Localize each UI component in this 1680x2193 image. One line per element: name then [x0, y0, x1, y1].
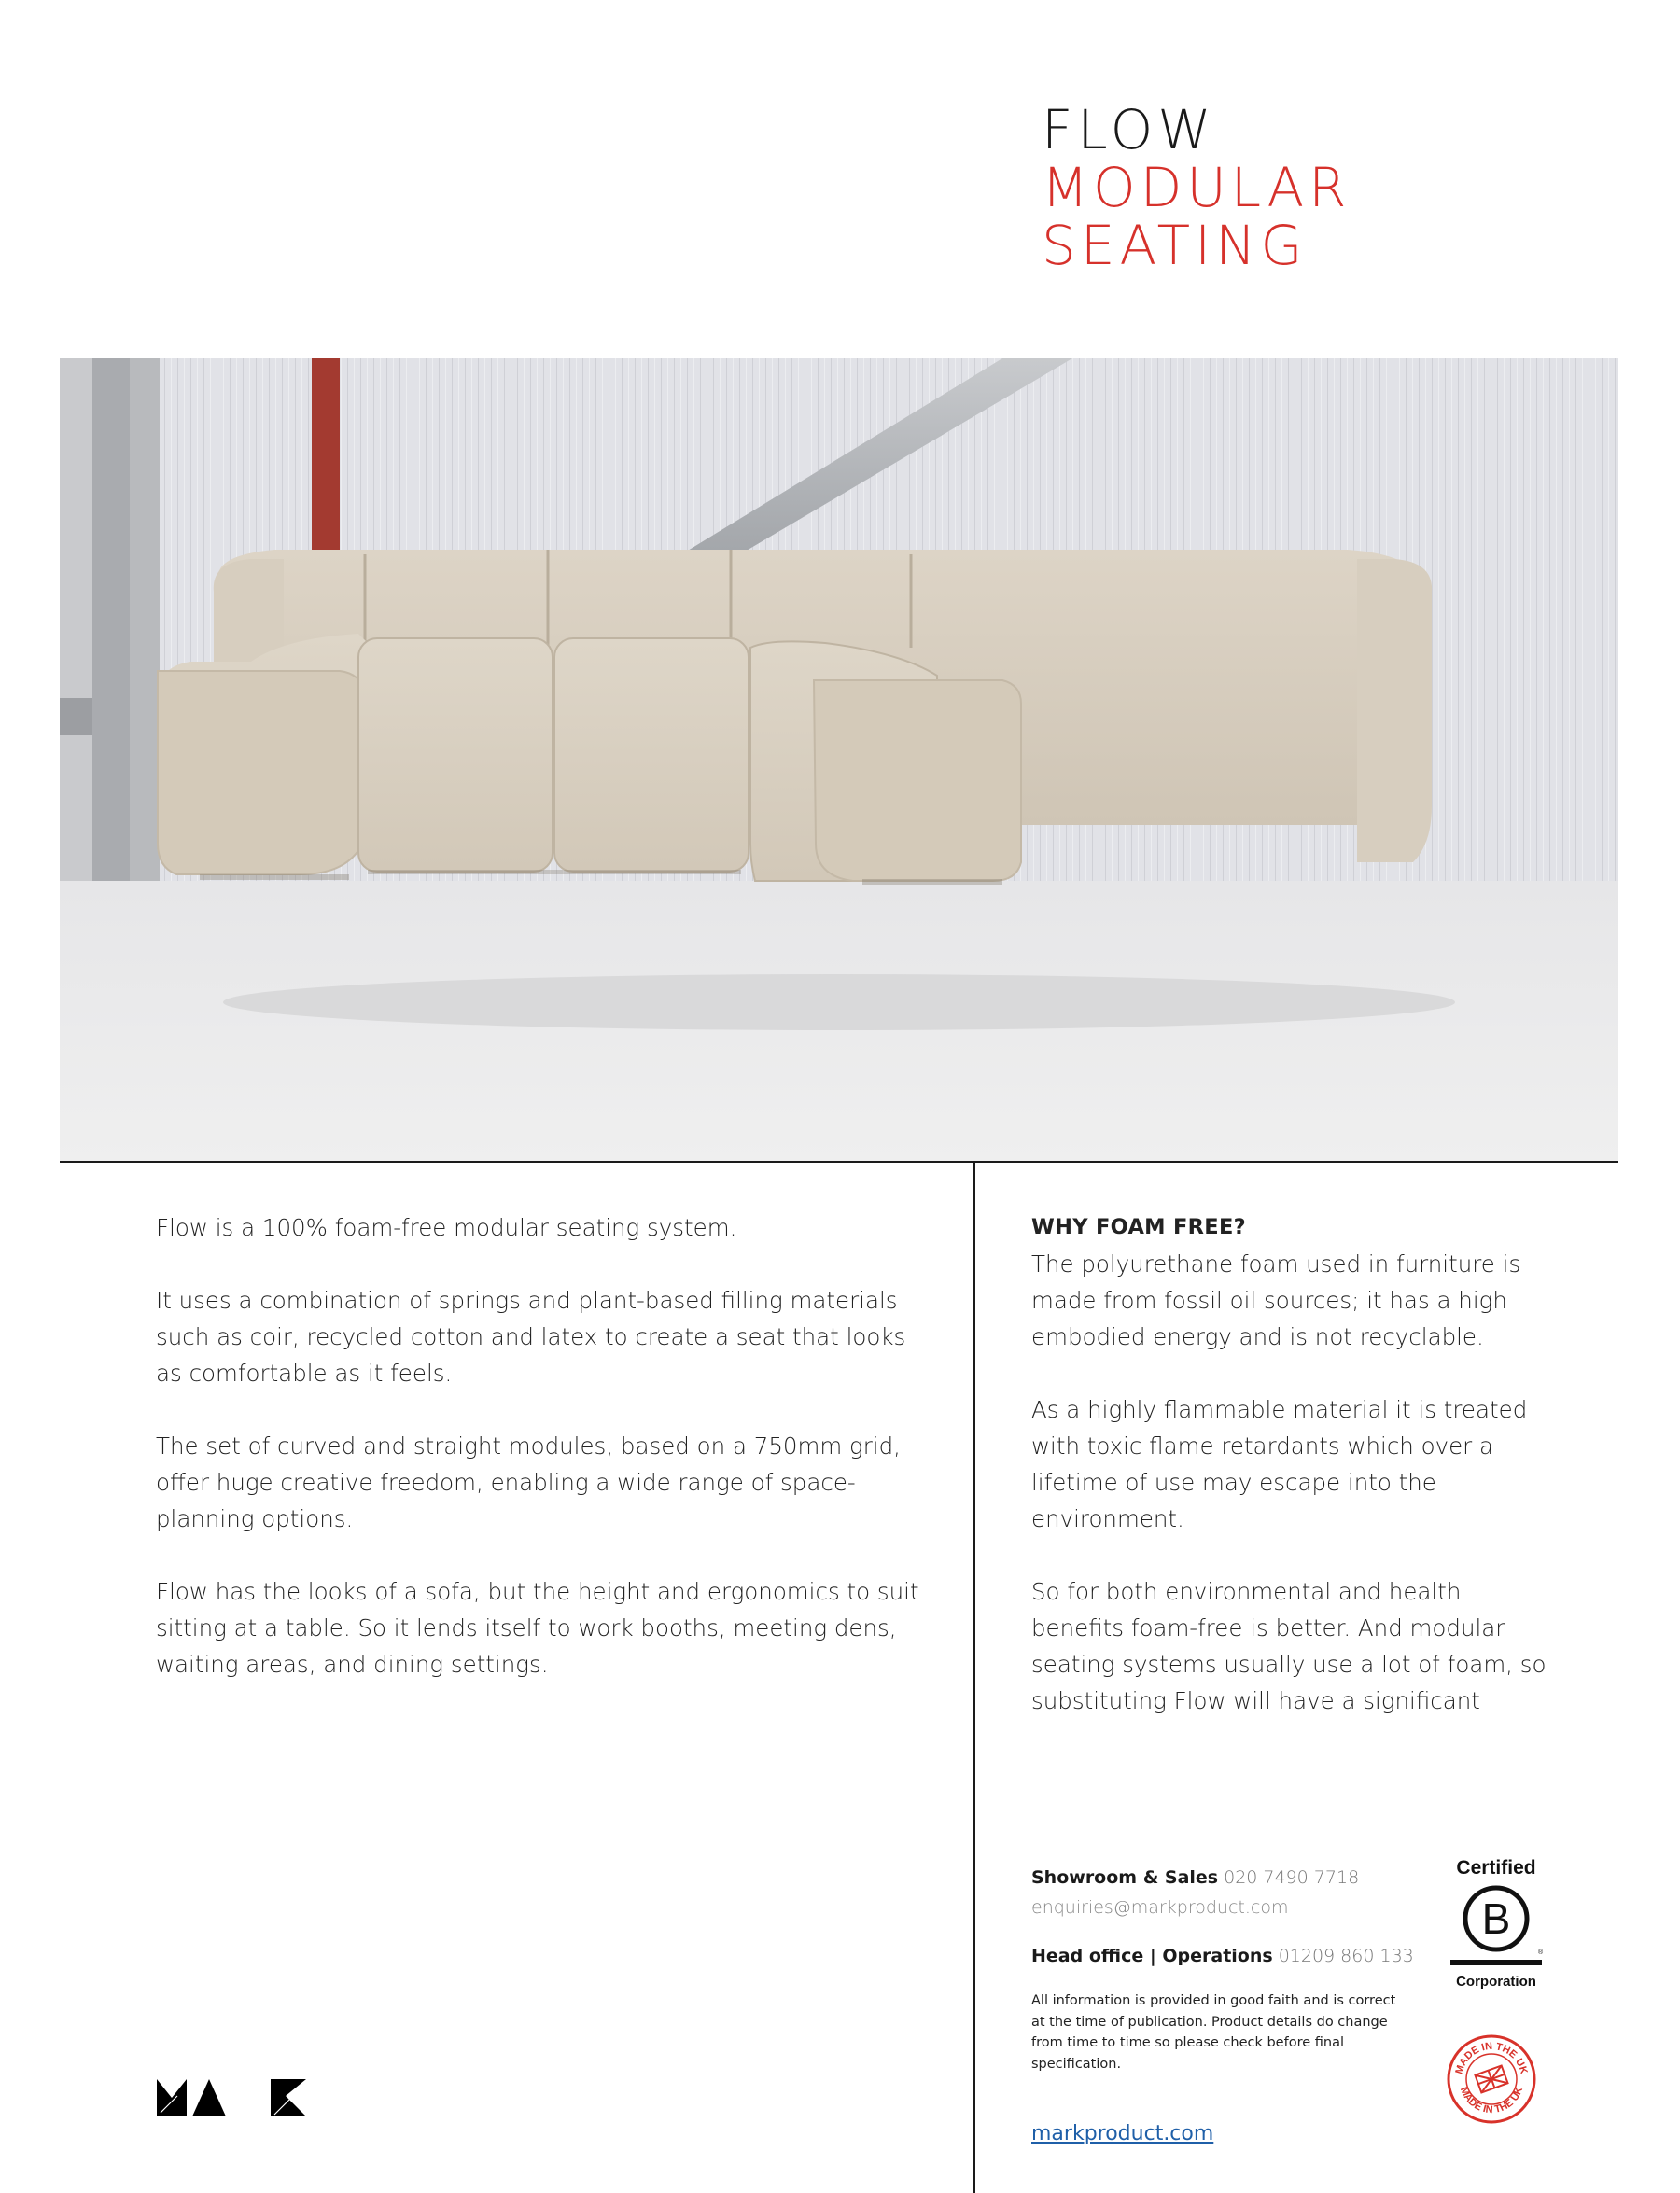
- why-foam-free-column: [1031, 1209, 1554, 1755]
- svg-text:MADE IN THE UK: MADE IN THE UK: [1453, 2040, 1530, 2075]
- head-office-label: Head office | Operations: [1031, 1946, 1273, 1966]
- title-line-flow: FLOW: [1042, 98, 1216, 161]
- intro-paragraph: The set of curved and straight modules, based on a 750mm grid, offer huge creative freedom, enabling a wide range of space-planning options.: [156, 1432, 901, 1532]
- title-line-modular: MODULAR: [1042, 156, 1351, 219]
- why-heading: WHY FOAM FREE?: [1031, 1215, 1246, 1239]
- head-office-phone[interactable]: 01209 860 133: [1278, 1946, 1414, 1966]
- svg-text:MADE IN THE UK: MADE IN THE UK: [1457, 2085, 1526, 2116]
- vertical-divider: [973, 1163, 975, 2193]
- intro-paragraph: Flow has the looks of a sofa, but the height and ergonomics to suit sitting at a table. So it lends itself to work booths, meeting dens, waiting areas, and dining settings.: [156, 1578, 919, 1678]
- contact-block: [1031, 1863, 1442, 1971]
- svg-text:B: B: [1481, 1894, 1511, 1943]
- why-paragraph: The polyurethane foam used in furniture is made from fossil oil sources; it has a high embodied energy and is not recyclable.: [1031, 1250, 1521, 1350]
- product-title: [1042, 98, 1351, 277]
- email-link[interactable]: enquiries@markproduct.com: [1031, 1897, 1289, 1918]
- bcorp-b-icon: [1445, 1879, 1547, 1969]
- disclaimer-text: All information is provided in good faith and is correct at the time of publication. Product details do change from time to time so please check before final specification.: [1031, 1993, 1396, 2072]
- why-paragraph: So for both environmental and health benefits foam-free is better. And modular seating systems usually use a lot of foam, so substituting Flow will have a significant: [1031, 1578, 1547, 1714]
- intro-column: [156, 1209, 921, 1719]
- showroom-row: [1031, 1863, 1442, 1893]
- intro-paragraph: It uses a combination of springs and plant-based filling materials such as coir, recycled cotton and latex to create a seat that looks as comfortable as it feels.: [156, 1287, 906, 1387]
- hero-photo: [60, 358, 1618, 1161]
- mark-logo: [157, 2079, 306, 2118]
- bcorp-corporation-label: Corporation: [1456, 1974, 1536, 1990]
- bcorp-certified-label: Certified: [1456, 1857, 1536, 1879]
- horizontal-divider: [60, 1161, 1618, 1163]
- bcorp-badge: [1445, 1857, 1547, 1990]
- sofa-photo-illustration: [60, 358, 1618, 1161]
- title-line-seating: SEATING: [1042, 214, 1308, 277]
- svg-text:®: ®: [1538, 1949, 1544, 1956]
- made-in-uk-badge-icon: [1445, 2032, 1538, 2126]
- why-paragraph: As a highly flammable material it is treated with toxic flame retardants which over a lifetime of use may escape into the environment.: [1031, 1396, 1528, 1532]
- website-link[interactable]: markproduct.com: [1031, 2122, 1214, 2145]
- showroom-label: Showroom & Sales: [1031, 1867, 1219, 1888]
- intro-paragraph: Flow is a 100% foam-free modular seating system.: [156, 1214, 737, 1241]
- head-office-row: [1031, 1941, 1442, 1971]
- showroom-phone[interactable]: 020 7490 7718: [1224, 1867, 1360, 1888]
